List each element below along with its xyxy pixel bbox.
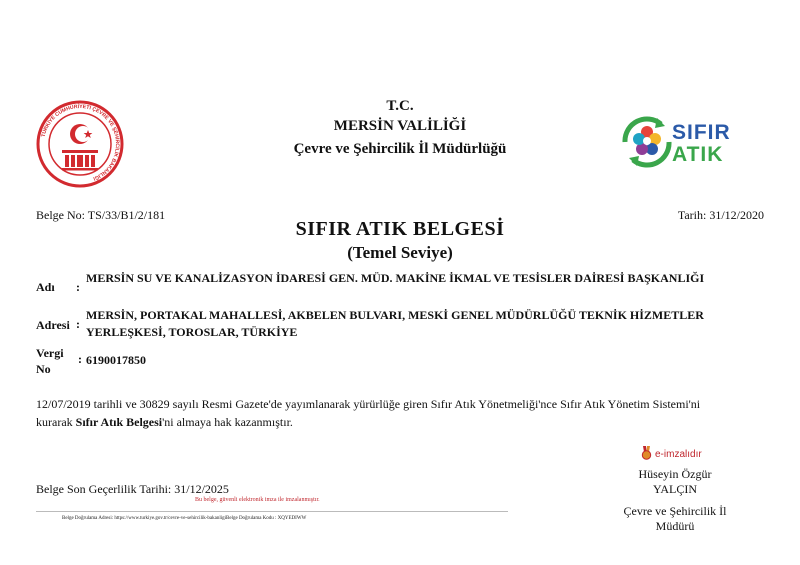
secure-signature-note: Bu belge, güvenli elektronik imza ile imzalanmıştır. — [195, 497, 320, 503]
adi-value: MERSİN SU VE KANALİZASYON İDARESİ GEN. MÜD. MAKİNE İKMAL VE TESİSLER DAİRESİ BAŞKANLIĞI — [86, 271, 705, 285]
verification-note: Belge Doğrulama Adresi: https://www.turkiye.gov.tr/cevre-ve-sehircilik-bakanligiBelge Doğrulama Kodu : XQYEDIWW — [62, 516, 307, 521]
esign-label: e-imzalıdır — [655, 449, 702, 460]
adres-colon: : — [76, 317, 80, 331]
header-mudurluk: Çevre ve Şehircilik İl Müdürlüğü — [293, 141, 507, 157]
document-title: SIFIR ATIK BELGESİ — [295, 218, 505, 240]
vergi-label-2: No — [36, 362, 51, 376]
belge-no: Belge No: TS/33/B1/2/181 — [36, 208, 166, 222]
adres-value: MERSİN, PORTAKAL MAHALLESİ, AKBELEN BULVARI, MESKİ GENEL MÜDÜRLÜĞÜ TEKNİK HİZMETLER YERLEŞKESİ, TOROSLAR, TÜRKİYE — [86, 308, 704, 339]
vergi-label-1: Vergi — [36, 346, 64, 360]
validity-date: Belge Son Geçerlilik Tarihi: 31/12/2025 — [36, 482, 229, 496]
vergi-value: 6190017850 — [86, 353, 146, 367]
header-tc: T.C. — [386, 98, 414, 114]
signer-name-1: Hüseyin Özgür — [638, 467, 712, 481]
vergi-colon: : — [78, 352, 82, 366]
body-part2: 'ni almaya hak kazanmıştır. — [162, 415, 293, 429]
adi-colon: : — [76, 280, 80, 294]
signer-title-1: Çevre ve Şehircilik İl — [623, 504, 727, 518]
signer-title-2: Müdürü — [655, 519, 695, 533]
tarih: Tarih: 31/12/2020 — [677, 208, 764, 222]
header-valilik: MERSİN VALİLİĞİ — [333, 118, 467, 134]
signer-name-2: YALÇIN — [653, 482, 697, 496]
atik-word: ATIK — [672, 143, 724, 166]
medal-icon — [641, 446, 652, 463]
document-subtitle: (Temel Seviye) — [347, 243, 453, 262]
svg-text:TÜRKİYE CUMHURİYETİ ÇEVRE VE Ş: TÜRKİYE CUMHURİYETİ ÇEVRE VE ŞEHİRCİLİK BAKANLIĞI — [40, 103, 121, 182]
body-part1: 12/07/2019 tarihli ve 30829 sayılı Resmi Gazete'de yayımlanarak yürürlüğe giren Sıfır Atık Yönetmeliği'nce Sıfır Atık Yönetim Sistemi'ni kurarak — [36, 397, 701, 429]
sifir-word: SIFIR — [672, 121, 731, 144]
e-signature-badge — [641, 446, 702, 463]
adres-label: Adresi — [36, 318, 70, 332]
footer-divider — [36, 511, 508, 512]
adi-label: Adı — [36, 280, 55, 294]
body-bold: Sıfır Atık Belgesi — [75, 415, 163, 429]
body-paragraph — [36, 395, 736, 431]
